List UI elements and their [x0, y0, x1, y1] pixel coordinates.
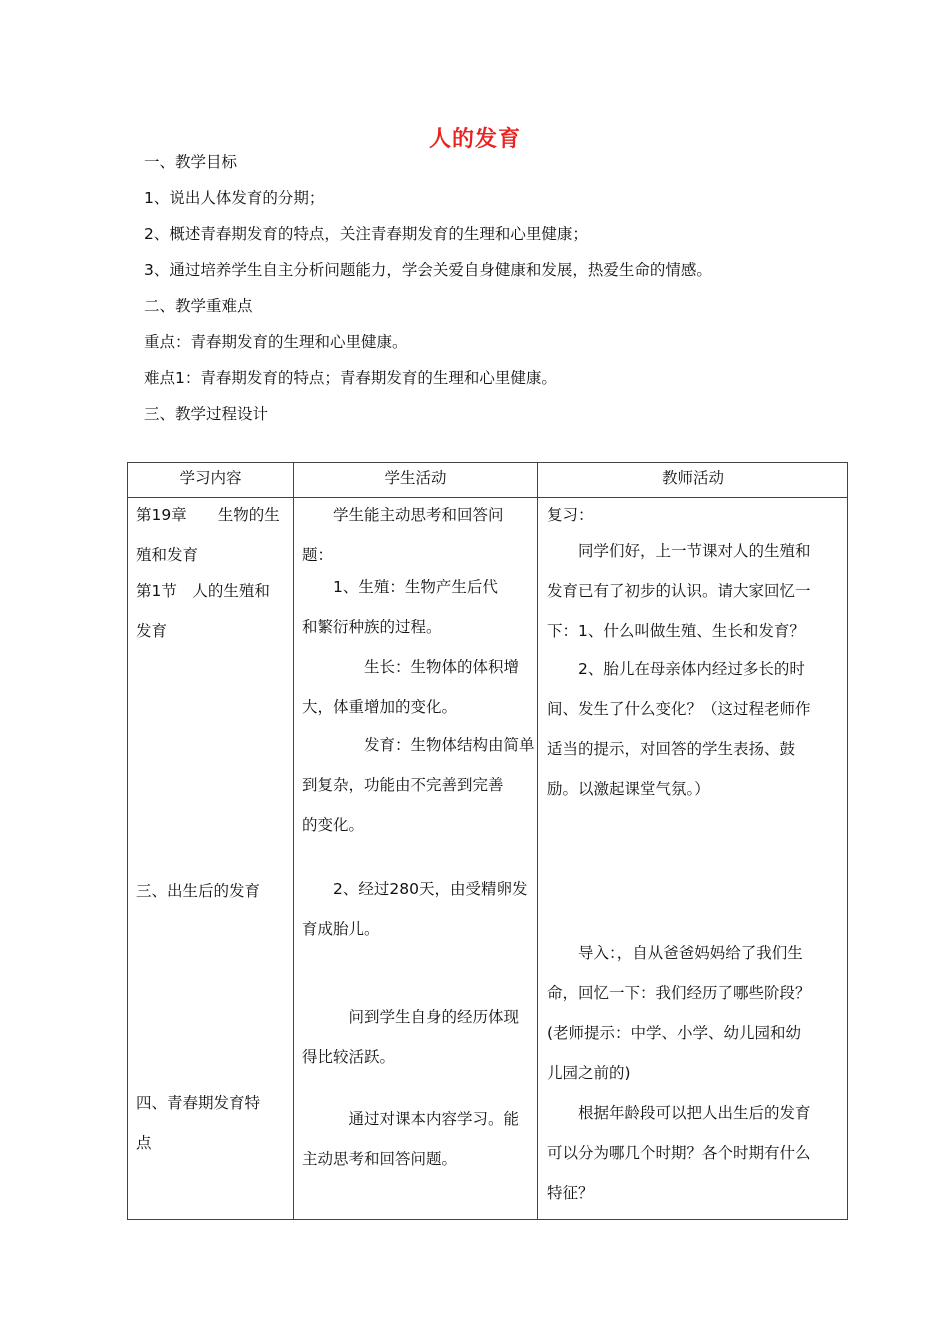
column-divider [537, 463, 538, 1219]
column-divider [293, 463, 294, 1219]
student-activity-reproduction: 1、生殖：生物产生后代 和繁衍种族的过程。 [302, 578, 498, 636]
student-activity-intro: 学生能主动思考和回答问 题： [302, 506, 504, 564]
goal-item-1: 1、说出人体发育的分期； [144, 189, 325, 207]
teacher-activity-review: 复习： [547, 506, 594, 524]
header-student: 学生活动 [384, 469, 447, 487]
section-heading-process: 三、教学过程设计 [144, 405, 269, 423]
teacher-activity-intro: 导入：，自从爸爸妈妈给了我们生 命，回忆一下：我们经历了哪些阶段？ (老师提示：中学、小学、幼儿园和幼 儿园之前的) [547, 944, 811, 1082]
content-part4: 四、青春期发育特 点 [136, 1094, 261, 1152]
teacher-activity-fetus: 2、胎儿在母亲体内经过多长的时 间、发生了什么变化？（这过程老师作 适当的提示，对回答的学生表扬、鼓 励。以激起课堂气氛。） [547, 660, 811, 798]
section-heading-goals: 一、教学目标 [144, 153, 238, 171]
student-activity-experience: 问到学生自身的经历体现 得比较活跃。 [302, 1008, 520, 1066]
header-content: 学习内容 [179, 469, 242, 487]
page-title: 人的发育 [428, 127, 521, 152]
key-point: 重点：青春期发育的生理和心里健康。 [144, 333, 408, 351]
lesson-table [127, 462, 848, 1220]
teacher-activity-stages: 根据年龄段可以把人出生后的发育 可以分为哪几个时期？各个时期有什么 特征？ [547, 1104, 811, 1202]
content-part3: 三、出生后的发育 [136, 882, 261, 900]
goal-item-3: 3、通过培养学生自主分析问题能力，学会关爱自身健康和发展，热爱生命的情感。 [144, 261, 712, 279]
teacher-activity-recall: 同学们好，上一节课对人的生殖和 发育已有了初步的认识。请大家回忆一 下：1、什么叫做生殖、生长和发育？ [547, 542, 811, 640]
student-activity-study: 通过对课本内容学习。能 主动思考和回答问题。 [302, 1110, 520, 1168]
section-heading-keypoints: 二、教学重难点 [144, 297, 253, 315]
difficult-point: 难点1：青春期发育的特点；青春期发育的生理和心里健康。 [144, 369, 557, 387]
student-activity-growth: 生长：生物体的体积增 大，体重增加的变化。 [302, 658, 520, 716]
goal-item-2: 2、概述青春期发育的特点，关注青春期发育的生理和心里健康； [144, 225, 588, 243]
student-activity-gestation: 2、经过280天，由受精卵发 育成胎儿。 [302, 880, 528, 938]
content-chapter: 第19章 生物的生 殖和发育 [136, 506, 280, 564]
content-section: 第1节 人的生殖和 发育 [136, 582, 270, 640]
student-activity-development: 发育：生物体结构由简单 到复杂，功能由不完善到完善 的变化。 [302, 736, 535, 834]
header-teacher: 教师活动 [661, 469, 724, 487]
